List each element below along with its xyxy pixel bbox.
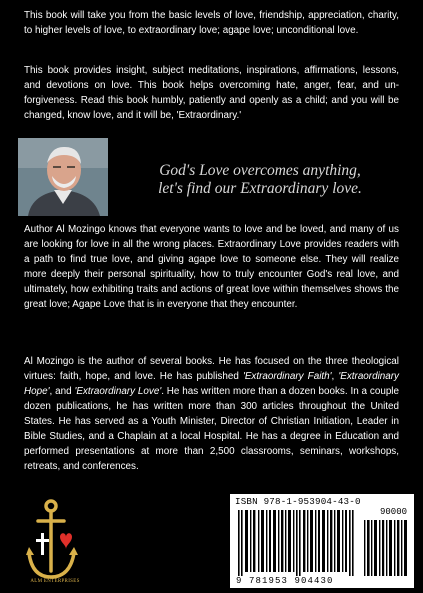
bio-separator: , and — [49, 386, 75, 397]
book-title-love: 'Extraordinary Love' — [74, 386, 162, 397]
author-bio-paragraph — [24, 354, 399, 474]
pull-quote — [120, 162, 400, 198]
isbn-barcode — [230, 494, 414, 588]
price-code: 90000 — [380, 507, 408, 517]
quote-line-2: let's find our Extraordinary love. — [158, 180, 362, 197]
book-title-faith: 'Extraordinary Faith' — [242, 371, 332, 382]
publisher-name: ALM ENTERPRISES — [30, 579, 80, 584]
anchor-cross-logo — [24, 497, 86, 591]
ean-number: 9 781953 904430 — [236, 576, 334, 586]
bio-separator: , — [331, 371, 339, 382]
bio-text-end: . He has written more than a dozen books. In a couple dozen publications, he has written more than 300 articles throughout the United States. He has served as a Youth Minister, Director of Christian Initiation, Leader in Bible Studies, and a Chaplain at a local Hospital. He has a degree in Education and performed presentations at more than 2,500 classrooms, seminars, workshops, retreats, and conferences. — [24, 386, 399, 472]
book-title-hope: 'Extraordinary Hope' — [24, 371, 399, 397]
intro-paragraph: This book will take you from the basic levels of love, friendship, appreciation, charity, to higher levels of love, to extraordinary love; agape love; unconditional love. — [24, 10, 399, 36]
bio-text-start: Al Mozingo is the author of several books. He has focused on the three theological virtues: faith, hope, and love. He has published — [24, 356, 399, 382]
author-summary-paragraph: Author Al Mozingo knows that everyone wants to love and be loved, and many of us are looking for love in all the wrong places. Extraordinary Love provides readers with a path to find true love, and giving agape love to someone else. They will realize more deeply their personal spirituality, how to truly encounter God's real love, and ultimately, how exhibiting traits and actions of great love within themselves shows the great love; Agape Love that is in everyone that they encounter. — [24, 224, 399, 310]
author-photo — [18, 138, 108, 216]
quote-line-1: God's Love overcomes anything, — [159, 162, 361, 179]
isbn-number: ISBN 978-1-953904-43-0 — [235, 496, 361, 507]
description-paragraph: This book provides insight, subject meditations, inspirations, affirmations, lessons, and devotions on love. This book helps overcoming hate, anger, fear, and un-forgiveness. Read this book humbly, patiently and openly as a child; and you will be changed, know love, and it will be, 'Extraordinary.' — [24, 65, 399, 121]
